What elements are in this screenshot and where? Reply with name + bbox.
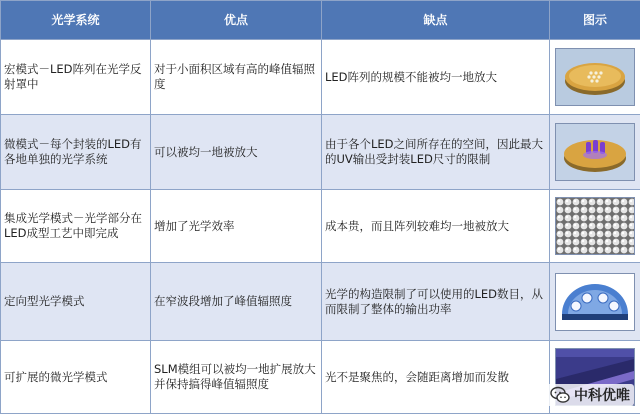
pros-cell: SLM模组可以被均一地扩展放大并保持搞得峰值辐照度: [151, 341, 322, 414]
system-cell: 集成光学模式－光学部分在LED成型工艺中即完成: [1, 190, 151, 263]
watermark: [546, 384, 634, 406]
pros-cell: 对于小面积区域有高的峰值辐照度: [151, 40, 322, 115]
system-cell: 宏模式－LED阵列在光学反射罩中: [1, 40, 151, 115]
cons-cell: 光不是聚焦的，会随距离增加而发散: [322, 341, 550, 414]
microlens-array-icon: [555, 197, 635, 255]
cons-cell: 光学的构造限制了可以使用的LED数目，从而限制了整体的输出功率: [322, 263, 550, 341]
cons-cell: 成本贵，而且阵列较难均一地被放大: [322, 190, 550, 263]
wechat-icon: [550, 385, 570, 405]
figure-cell: [550, 190, 640, 263]
table-row: [1, 263, 640, 341]
dome-reflector-icon: [555, 273, 635, 331]
table-row: [1, 190, 640, 263]
table-row: [1, 40, 640, 115]
table-row: [1, 115, 640, 190]
header-system: 光学系统: [1, 1, 151, 40]
header-pros: 优点: [151, 1, 322, 40]
figure-cell: [550, 40, 640, 115]
pros-cell: 可以被均一地被放大: [151, 115, 322, 190]
system-cell: 定向型光学模式: [1, 263, 151, 341]
pros-cell: 增加了光学效率: [151, 190, 322, 263]
system-cell: 微模式－每个封装的LED有各地单独的光学系统: [1, 115, 151, 190]
figure-cell: [550, 115, 640, 190]
cons-cell: 由于各个LED之间所存在的空间，因此最大的UV输出受封装LED尺寸的限制: [322, 115, 550, 190]
figure-cell: [550, 263, 640, 341]
header-figure: 图示: [550, 1, 640, 40]
watermark-text: 中科优唯: [574, 385, 630, 405]
disc-led-array-icon: [555, 48, 635, 106]
header-row: [1, 1, 640, 40]
system-cell: 可扩展的微光学模式: [1, 341, 151, 414]
table-row: [1, 341, 640, 414]
pros-cell: 在窄波段增加了峰值辐照度: [151, 263, 322, 341]
header-cons: 缺点: [322, 1, 550, 40]
cons-cell: LED阵列的规模不能被均一地放大: [322, 40, 550, 115]
disc-packaged-leds-icon: [555, 123, 635, 181]
